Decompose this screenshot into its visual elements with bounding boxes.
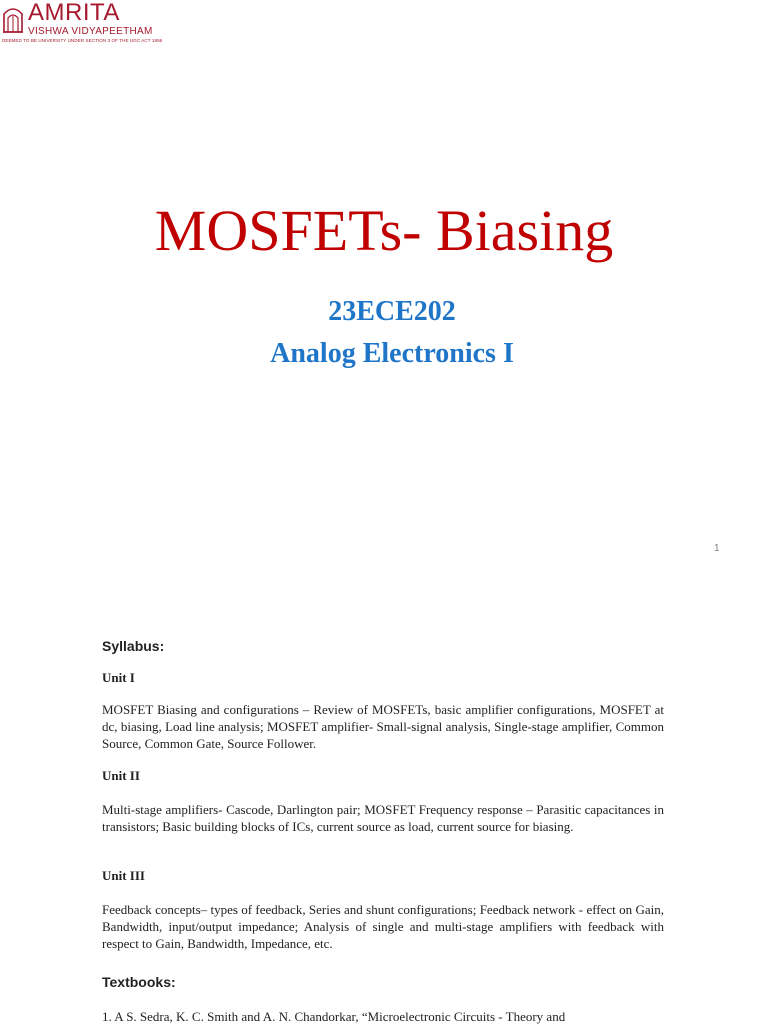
syllabus-heading: Syllabus: xyxy=(102,638,165,654)
textbook-1: 1. A S. Sedra, K. C. Smith and A. N. Chandorkar, “Microelectronic Circuits - Theory and xyxy=(102,1009,566,1024)
page-number: 1 xyxy=(714,543,720,554)
unit-2-label: Unit II xyxy=(102,768,140,783)
amrita-logo xyxy=(2,0,163,48)
university-emblem-icon xyxy=(2,4,24,34)
logo-brand-name: AMRITA xyxy=(28,0,120,26)
logo-tagline: DEEMED TO BE UNIVERSITY UNDER SECTION 3 OF THE UGC ACT 1956 xyxy=(2,38,163,43)
course-code: 23ECE202 xyxy=(328,296,456,327)
unit-2-text: Multi-stage amplifiers- Cascode, Darlington pair; MOSFET Frequency response – Parasitic capacitances in transistors; Basic building blocks of ICs, current source as load, current source for biasing. xyxy=(102,802,664,834)
unit-1-label: Unit I xyxy=(102,670,135,685)
course-name: Analog Electronics I xyxy=(270,338,514,369)
unit-1-text: MOSFET Biasing and configurations – Review of MOSFETs, basic amplifier configurations, MOSFET at dc, biasing, Load line analysis; MOSFET amplifier- Small-signal analysis, Single-stage amplifier, Common Source, Common Gate, Source Follower. xyxy=(102,702,664,751)
unit-3-text: Feedback concepts– types of feedback, Series and shunt configurations; Feedback network - effect on Gain, Bandwidth, input/output impedance; Analysis of single and multi-stage amplifiers with feedback with respect to Gain, Bandwidth, Impedance, etc. xyxy=(102,902,664,951)
logo-subtitle: VISHWA VIDYAPEETHAM xyxy=(28,26,153,37)
slide-title: MOSFETs- Biasing xyxy=(154,198,614,263)
textbooks-heading: Textbooks: xyxy=(102,974,176,990)
unit-3-label: Unit III xyxy=(102,868,145,883)
